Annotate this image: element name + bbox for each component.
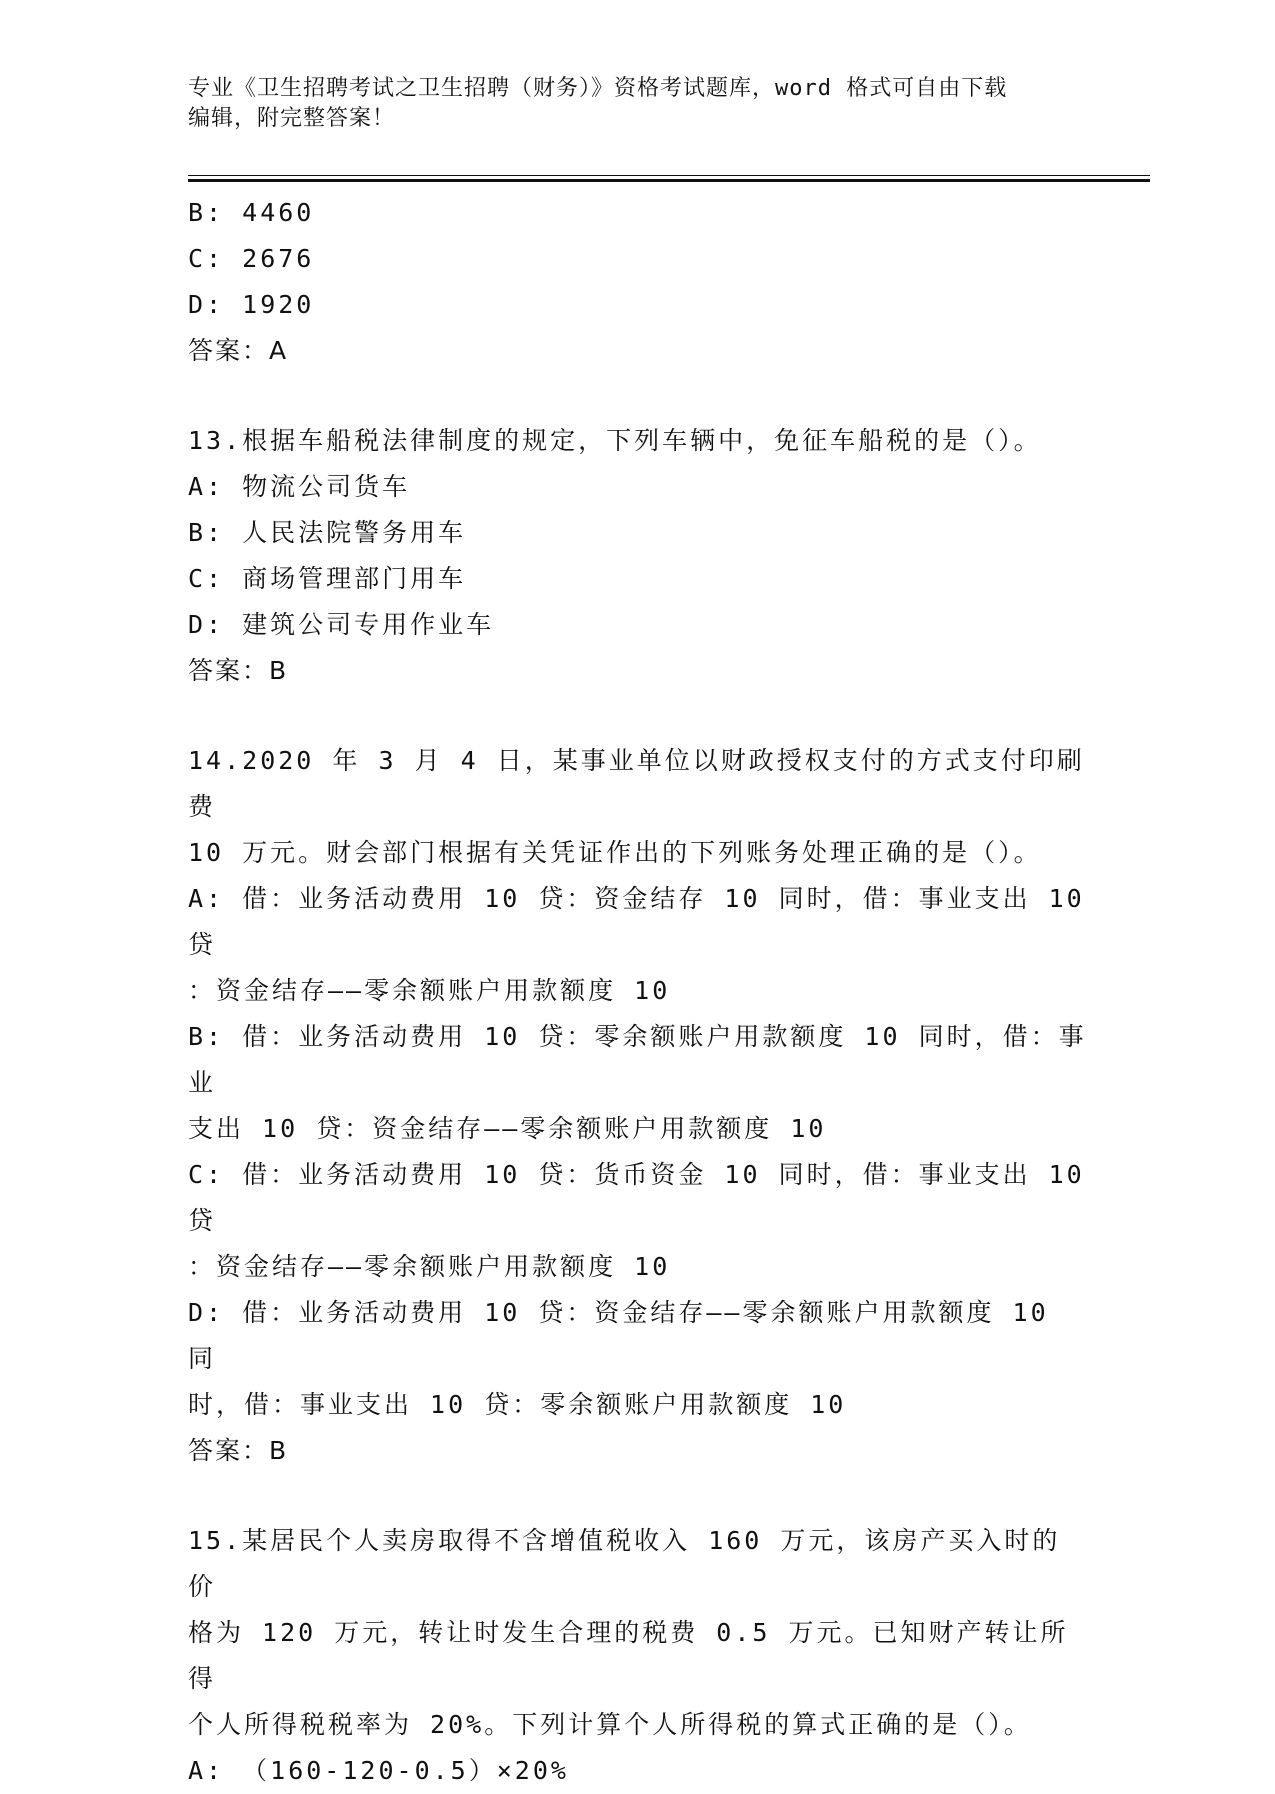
option-d: D: 建筑公司专用作业车 <box>188 610 495 639</box>
header-rule-thick <box>188 179 1150 182</box>
option-c-line: ：资金结存——零余额账户用款额度 10 <box>188 1252 671 1281</box>
question-stem-line: 个人所得税税率为 20%。下列计算个人所得税的算式正确的是（）。 <box>188 1710 1032 1739</box>
option-b: B: 4460 <box>188 198 315 227</box>
header-line-1: 专业《卫生招聘考试之卫生招聘（财务）》资格考试题库，word 格式可自由下载 <box>188 76 1008 101</box>
question-stem-line: 14.2020 年 3 月 4 日，某事业单位以财政授权支付的方式支付印刷费 <box>188 746 1085 821</box>
answer-line: 答案：B <box>188 1436 289 1465</box>
question-stem-line: 15.某居民个人卖房取得不含增值税收入 160 万元，该房产买入时的价 <box>188 1526 1061 1601</box>
question-13 <box>188 418 1088 694</box>
answer-line: 答案：B <box>188 656 289 685</box>
option-b-line: 支出 10 贷：资金结存——零余额账户用款额度 10 <box>188 1114 827 1143</box>
option-d: D: 1920 <box>188 290 315 319</box>
question-stem-line: 格为 120 万元，转让时发生合理的税费 0.5 万元。已知财产转让所得 <box>188 1618 1069 1693</box>
option-c: C: 2676 <box>188 244 315 273</box>
prev-question-block <box>188 190 1088 374</box>
question-stem-line: 10 万元。财会部门根据有关凭证作出的下列账务处理正确的是（）。 <box>188 838 1042 867</box>
header-rule-thin <box>188 175 1150 176</box>
question-15 <box>188 1518 1088 1794</box>
option-d-line: 时，借：事业支出 10 贷：零余额账户用款额度 10 <box>188 1390 847 1419</box>
answer-line: 答案：A <box>188 336 289 365</box>
question-content <box>188 190 1103 1794</box>
option-b: B: 人民法院警务用车 <box>188 518 467 547</box>
question-stem: 13.根据车船税法律制度的规定，下列车辆中，免征车船税的是（）。 <box>188 426 1042 455</box>
option-a-line: A: 借：业务活动费用 10 贷：资金结存 10 同时，借：事业支出 10 贷 <box>188 884 1103 959</box>
option-a: A: （160-120-0.5）×20% <box>188 1756 569 1785</box>
option-a-line: ：资金结存——零余额账户用款额度 10 <box>188 976 671 1005</box>
document-header <box>188 74 1068 134</box>
option-c-line: C: 借：业务活动费用 10 贷：货币资金 10 同时，借：事业支出 10 贷 <box>188 1160 1103 1235</box>
option-c: C: 商场管理部门用车 <box>188 564 467 593</box>
header-line-2: 编辑，附完整答案！ <box>188 106 396 131</box>
option-d-line: D: 借：业务活动费用 10 贷：资金结存——零余额账户用款额度 10 同 <box>188 1298 1067 1373</box>
question-14 <box>188 738 1103 1474</box>
option-b-line: B: 借：业务活动费用 10 贷：零余额账户用款额度 10 同时，借：事业 <box>188 1022 1087 1097</box>
option-a: A: 物流公司货车 <box>188 472 411 501</box>
